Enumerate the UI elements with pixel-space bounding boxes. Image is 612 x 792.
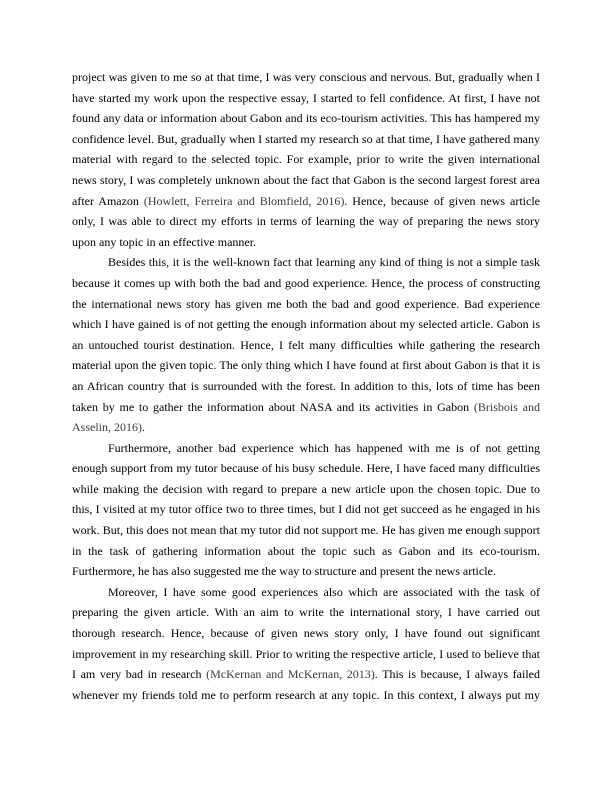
- text-line: material with regard to the selected topic. For example, prior to write the given international: [72, 152, 540, 167]
- paragraph: [72, 252, 540, 437]
- text-line: while making the decision with regard to prepare a new article upon the chosen topic. Due to: [72, 481, 540, 496]
- body-text: . This is because, I always failed: [374, 667, 540, 682]
- text-line: thorough research. Hence, because of given news story only, I have found out significant: [72, 626, 540, 641]
- body-text: taken by me to gather the information about NASA and its activities in Gabon: [72, 399, 474, 414]
- text-line: Furthermore, another bad experience which has happened with me is of not getting: [108, 440, 540, 455]
- text-line: Furthermore, he has also suggested me the way to structure and present the news article.: [72, 564, 496, 579]
- body-text: .: [142, 420, 145, 435]
- text-line: Moreover, I have some good experiences also which are associated with the task of: [108, 584, 540, 599]
- citation: (Brisbois and: [473, 399, 540, 414]
- citation: (McKernan and McKernan, 2013): [206, 667, 375, 682]
- text-line: [72, 417, 540, 438]
- text-line: confidence level. But, gradually when I started my research so at that time, I have gathered many: [72, 131, 540, 146]
- text-line: [72, 191, 540, 212]
- paragraph: [72, 582, 540, 706]
- text-line: material upon the given topic. The only thing which I have found at first about Gabon is that it is: [72, 358, 540, 373]
- text-line: found any data or information about Gabon and its eco-tourism activities. This has hampered my: [72, 111, 540, 126]
- text-line: project was given to me so at that time, I was very conscious and nervous. But, gradually when I: [72, 70, 540, 84]
- text-line: which I have gained is of not getting the enough information about my selected article. Gabon is: [72, 317, 540, 332]
- text-line: [72, 664, 540, 685]
- paragraph: [72, 438, 540, 582]
- body-text: after Amazon: [72, 193, 144, 208]
- text-line: in the task of gathering information about the topic such as Gabon and its eco-tourism.: [72, 543, 540, 558]
- text-line: have started my work upon the respective essay, I started to fell confidence. At first, I have not: [72, 90, 540, 105]
- text-line: news story, I was completely unknown about the fact that Gabon is the second largest forest area: [72, 172, 540, 187]
- text-line: an untouched tourist destination. Hence, I felt many difficulties while gathering the research: [72, 337, 540, 352]
- body-text: . Hence, because of given news article: [344, 193, 540, 208]
- text-line: enough support from my tutor because of his busy schedule. Here, I have faced many difficulties: [72, 461, 540, 476]
- text-line: only, I was able to direct my efforts in terms of learning the way of preparing the news story: [72, 214, 540, 229]
- document-page: [72, 67, 540, 705]
- citation: Asselin, 2016): [72, 420, 142, 435]
- citation: (Howlett, Ferreira and Blomfield, 2016): [143, 193, 345, 208]
- paragraph: [72, 67, 540, 252]
- text-line: the international news story has given me both the bad and good experience. Bad experience: [72, 296, 540, 311]
- body-text: I am very bad in research: [72, 667, 207, 682]
- text-line: preparing the given article. With an aim to write the international story, I have carried out: [72, 605, 540, 620]
- text-line: an African country that is surrounded with the forest. In addition to this, lots of time has been: [72, 378, 540, 393]
- text-line: because it comes up with both the bad and good experience. Hence, the process of constructing: [72, 275, 540, 290]
- text-line: whenever my friends told me to perform research at any topic. In this context, I always put my: [72, 687, 540, 702]
- text-line: work. But, this does not mean that my tutor did not support me. He has given me enough support: [72, 523, 540, 538]
- text-line: [72, 397, 540, 418]
- text-line: Besides this, it is the well-known fact that learning any kind of thing is not a simple task: [108, 255, 540, 270]
- text-line: this, I visited at my tutor office two to three times, but I did not get succeed as he engaged in his: [72, 502, 540, 517]
- text-line: upon any topic in an effective manner.: [72, 234, 257, 249]
- text-line: improvement in my researching skill. Prior to writing the respective article, I used to believe that: [72, 646, 540, 661]
